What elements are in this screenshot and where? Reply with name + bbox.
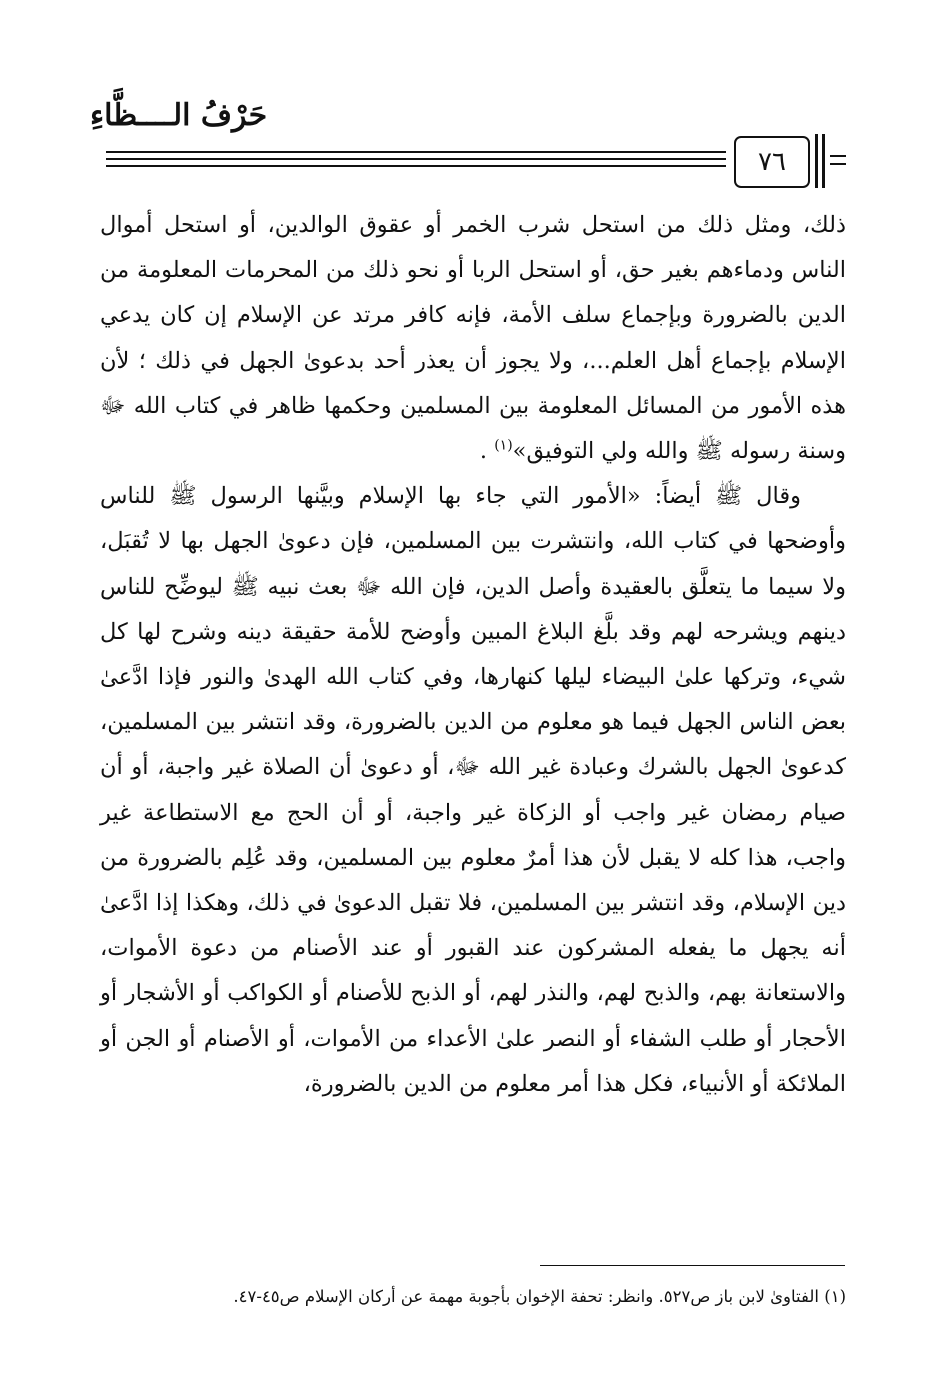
page-box-bar-outer — [822, 134, 825, 188]
footnote-separator — [540, 1265, 845, 1266]
running-header-title: حَرْفُ الــــظَّاءِ — [90, 98, 268, 133]
header-rule-top — [106, 151, 726, 153]
page-box-dash-bottom — [830, 163, 846, 165]
page-box-dash-top — [830, 155, 846, 157]
paragraph-1 — [100, 203, 846, 474]
paragraph-1-end: . — [479, 438, 495, 465]
footnote-1: (١) الفتاوىٰ لابن باز ص٥٢٧. وانظر: تحفة الإخوان بأجوبة مهمة عن أركان الإسلام ص٤٥-٤٧. — [233, 1287, 846, 1306]
footnote-reference[interactable]: (١) — [494, 437, 513, 454]
page-box-bar-inner — [815, 134, 818, 188]
paragraph-1-text: ذلك، ومثل ذلك من استحل شرب الخمر أو عقوق الوالدين، أو استحل أموال الناس ودماءهم بغير حق، أو استحل الربا أو نحو ذلك من المحرمات المعلومة من الدين بالضرورة وبإجماع سلف الأمة، فإنه كافر مرتد عن الإسلام إن كان يدعي الإسلام بإجماع أهل العلم...، ولا يجوز أن يعذر أحد بدعوىٰ الجهل في ذلك ؛ لأن هذه الأمور من المسائل المعلومة بين المسلمين وحكمها ظاهر في كتاب الله ﷻ وسنة رسوله ﷺ والله ولي التوفيق» — [100, 212, 846, 465]
page-number: ٧٦ — [734, 136, 810, 188]
header-rule-bottom — [106, 165, 726, 167]
paragraph-2: وقال ﷺ أيضاً: «الأمور التي جاء بها الإسلام وبيَّنها الرسول ﷺ للناس وأوضحها في كتاب الله، وانتشرت بين المسلمين، فإن دعوىٰ الجهل بها لا تُقبَل، ولا سيما ما يتعلَّق بالعقيدة وأصل الدين، فإن الله ﷻ بعث نبيه ﷺ ليوضِّح للناس دينهم ويشرحه لهم وقد بلَّغ البلاغ المبين وأوضح للأمة حقيقة دينه وشرح لها كل شيء، وتركها علىٰ البيضاء ليلها كنهارها، وفي كتاب الله الهدىٰ والنور فإذا ادَّعىٰ بعض الناس الجهل فيما هو معلوم من الدين بالضرورة، وقد انتشر بين المسلمين، كدعوىٰ الجهل بالشرك وعبادة غير الله ﷻ، أو دعوىٰ أن الصلاة غير واجبة، أو أن صيام رمضان غير واجب أو الزكاة غير واجبة، أو أن الحج مع الاستطاعة غير واجب، هذا كله لا يقبل لأن هذا أمرٌ معلوم بين المسلمين، وقد عُلِم بالضرورة من دين الإسلام، وقد انتشر بين المسلمين، فلا تقبل الدعوىٰ في ذلك، وهكذا إذا ادَّعىٰ أنه يجهل ما يفعله المشركون عند القبور أو عند الأصنام من دعوة الأموات، والاستعانة بهم، والذبح لهم، والنذر لهم، أو الذبح للأصنام أو الكواكب أو الأشجار أو الأحجار أو طلب الشفاء أو النصر علىٰ الأعداء من الأموات، أو الأصنام أو الجن أو الملائكة أو الأنبياء، فكل هذا أمر معلوم من الدين بالضرورة، — [100, 483, 846, 1097]
body-text — [100, 203, 846, 1107]
header-rule-middle — [106, 158, 726, 160]
